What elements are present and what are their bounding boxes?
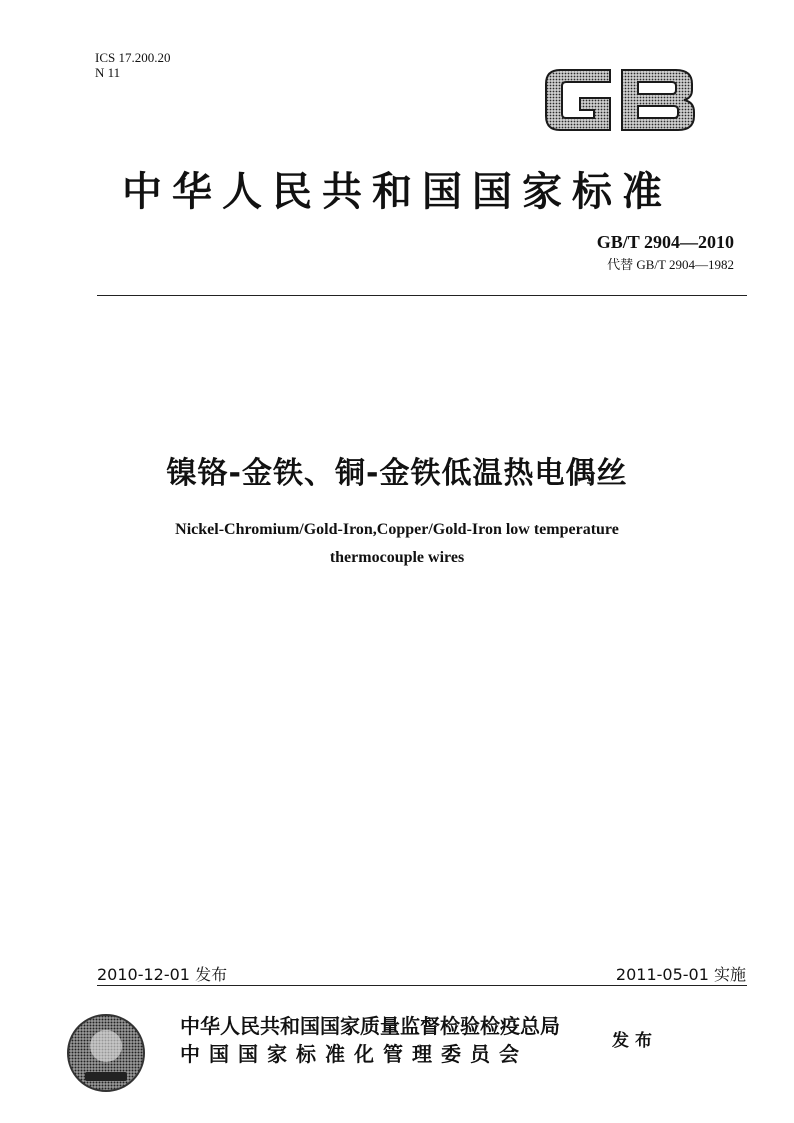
standard-number: GB/T 2904—2010 [596,232,734,252]
issuer-line-1: 中华人民共和国国家质量监督检验检疫总局 [180,1014,560,1038]
ccs-code: N 11 [95,65,121,80]
issuing-authorities [180,1012,560,1068]
classification-codes [95,50,170,80]
header-divider [97,295,747,296]
document-title-english [0,516,794,572]
replaced-standard: 代替 GB/T 2904—1982 [607,257,734,272]
footer-divider [97,985,747,986]
issue-date: 2010-12-01 发布 [97,965,228,984]
ics-code: ICS 17.200.20 [95,50,171,65]
english-title-line-2: thermocouple wires [329,549,465,566]
english-title-line-1: Nickel-Chromium/Gold-Iron,Copper/Gold-Iron low temperature [175,521,619,538]
national-standard-title: 中华人民共和国国家标准 [122,169,672,215]
document-title-chinese: 镍铬-金铁、铜-金铁低温热电偶丝 [166,456,628,491]
official-seal-icon [65,1012,147,1094]
gb-logo-icon [540,60,700,140]
issuer-line-2: 中国国家标准化管理委员会 [180,1042,528,1066]
implementation-date: 2011-05-01 实施 [615,965,746,984]
publish-label: 发布 [612,1031,658,1051]
